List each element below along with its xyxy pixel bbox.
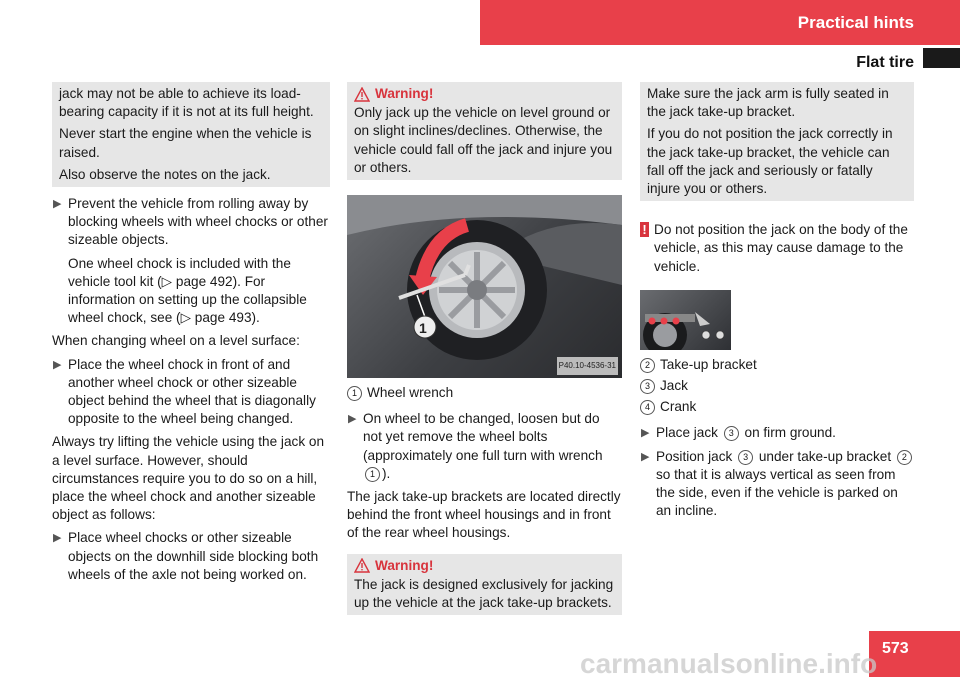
paragraph: The jack take-up brackets are located directly behind the front wheel housings and in front of the rear wheel housings. (347, 489, 621, 541)
step-text: Prevent the vehicle from rolling away by blocking wheels with wheel chocks or other sizeable objects. (68, 196, 328, 248)
warning-box (347, 82, 622, 180)
instruction-step (640, 424, 914, 442)
callout-number: 3 (724, 426, 739, 441)
callout-number: 4 (640, 400, 655, 415)
arrow-icon: ▶ (348, 413, 357, 426)
step-text: so that it is always vertical as seen from the side, even if the vehicle is parked on an incline. (656, 466, 898, 519)
step-text: Place the wheel chock in front of and another wheel chock or other sizeable object behind the wheel that is diagonally opposite to the wheel being changed. (68, 356, 316, 427)
warning-title-text: Warning! (375, 86, 434, 101)
jack-illustration (640, 290, 731, 350)
arrow-icon: ▶ (641, 427, 650, 440)
warning-text: The jack is designed exclusively for jacking up the vehicle at the jack take-up brackets. (354, 576, 614, 611)
step-text: ). (382, 465, 391, 481)
note-box (640, 82, 914, 201)
legend-text: Crank (660, 399, 697, 415)
arrow-icon: ▶ (641, 450, 650, 463)
column-middle (347, 82, 622, 615)
note-line: Never start the engine when the vehicle is raised. (59, 126, 312, 160)
step-text: On wheel to be changed, loosen but do not yet remove the wheel bolts (approximately one full turn with wrench (363, 411, 603, 463)
callout-number: 3 (640, 379, 655, 394)
note-line: If you do not position the jack correctly in the jack take-up bracket, the vehicle can fall off the jack and seriously or fatally injure you or others. (647, 126, 893, 197)
arrow-icon: ▶ (53, 532, 62, 545)
warning-title-text: Warning! (375, 557, 434, 573)
section-tab-marker (923, 48, 960, 68)
legend-item (347, 384, 622, 402)
page-number-badge (869, 631, 960, 677)
note-line: Also observe the notes on the jack. (59, 166, 271, 182)
wheel-wrench-photo (347, 195, 622, 378)
step-text: Place jack (656, 425, 722, 441)
warning-triangle-icon (354, 87, 370, 102)
legend-text: Jack (660, 378, 688, 394)
step-text: under take-up bracket (755, 448, 895, 464)
legend-item (640, 398, 914, 416)
callout-number: 1 (365, 467, 380, 482)
arrow-icon: ▶ (53, 358, 62, 371)
section-title: Practical hints (797, 13, 914, 32)
warning-text: Only jack up the vehicle on level ground or on slight inclines/declines. Otherwise, the vehicle could fall off the jack and injure you or others. (354, 105, 613, 175)
warning-title (354, 557, 616, 575)
legend-text: Take-up bracket (660, 356, 757, 372)
paragraph: When changing wheel on a level surface: (52, 333, 300, 349)
step-text: on firm ground. (740, 425, 836, 441)
note-box (52, 82, 330, 187)
notice-exclamation-icon: ! (640, 222, 649, 237)
instruction-step (52, 195, 330, 250)
note-line: jack may not be able to achieve its load-bearing capacity if it is not at its full height. (59, 86, 314, 120)
step-text: Position jack (656, 448, 737, 464)
column-right (640, 82, 914, 520)
callout-number: 3 (738, 450, 753, 465)
page-subtitle: Flat tire (856, 54, 914, 71)
page-number: 573 (882, 640, 909, 657)
arrow-icon: ▶ (53, 198, 62, 211)
instruction-step (52, 356, 330, 429)
watermark: carmanualsonline.info (580, 648, 878, 679)
legend-item (640, 377, 914, 395)
paragraph: Always try lifting the vehicle using the jack on a level surface. However, should circumstances require you to do so on a hill, place the wheel chock and another sizeable object as follows: (52, 434, 325, 523)
note-line: Make sure the jack arm is fully seated in the jack take-up bracket. (647, 86, 889, 120)
callout-number: 2 (640, 358, 655, 373)
legend-item (640, 356, 914, 374)
step-subtext: One wheel chock is included with the vehicle tool kit (▷ page 492). For information on setting up the collapsible wheel chock, see (▷ page 493). (68, 255, 307, 326)
instruction-step (640, 448, 914, 521)
photo-caption: P40.10-4536-31 (557, 357, 618, 375)
warning-box (347, 554, 622, 616)
legend-text: Wheel wrench (367, 385, 454, 401)
warning-triangle-icon (354, 558, 370, 573)
step-text: Place wheel chocks or other sizeable objects on the downhill side blocking both wheels of the axle not being worked on. (68, 530, 319, 582)
notice-text: Do not position the jack on the body of the vehicle, as this may cause damage to the vehicle. (654, 222, 908, 274)
notice-item (640, 221, 914, 276)
instruction-step (52, 529, 330, 584)
wheel-illustration (347, 195, 622, 378)
jack-position-photo (640, 290, 731, 350)
callout-number: 2 (897, 450, 912, 465)
callout-number: 1 (347, 386, 362, 401)
column-left (52, 82, 330, 584)
photo-callout-number: 1 (419, 320, 427, 337)
warning-title (354, 85, 616, 103)
instruction-step (347, 410, 622, 483)
